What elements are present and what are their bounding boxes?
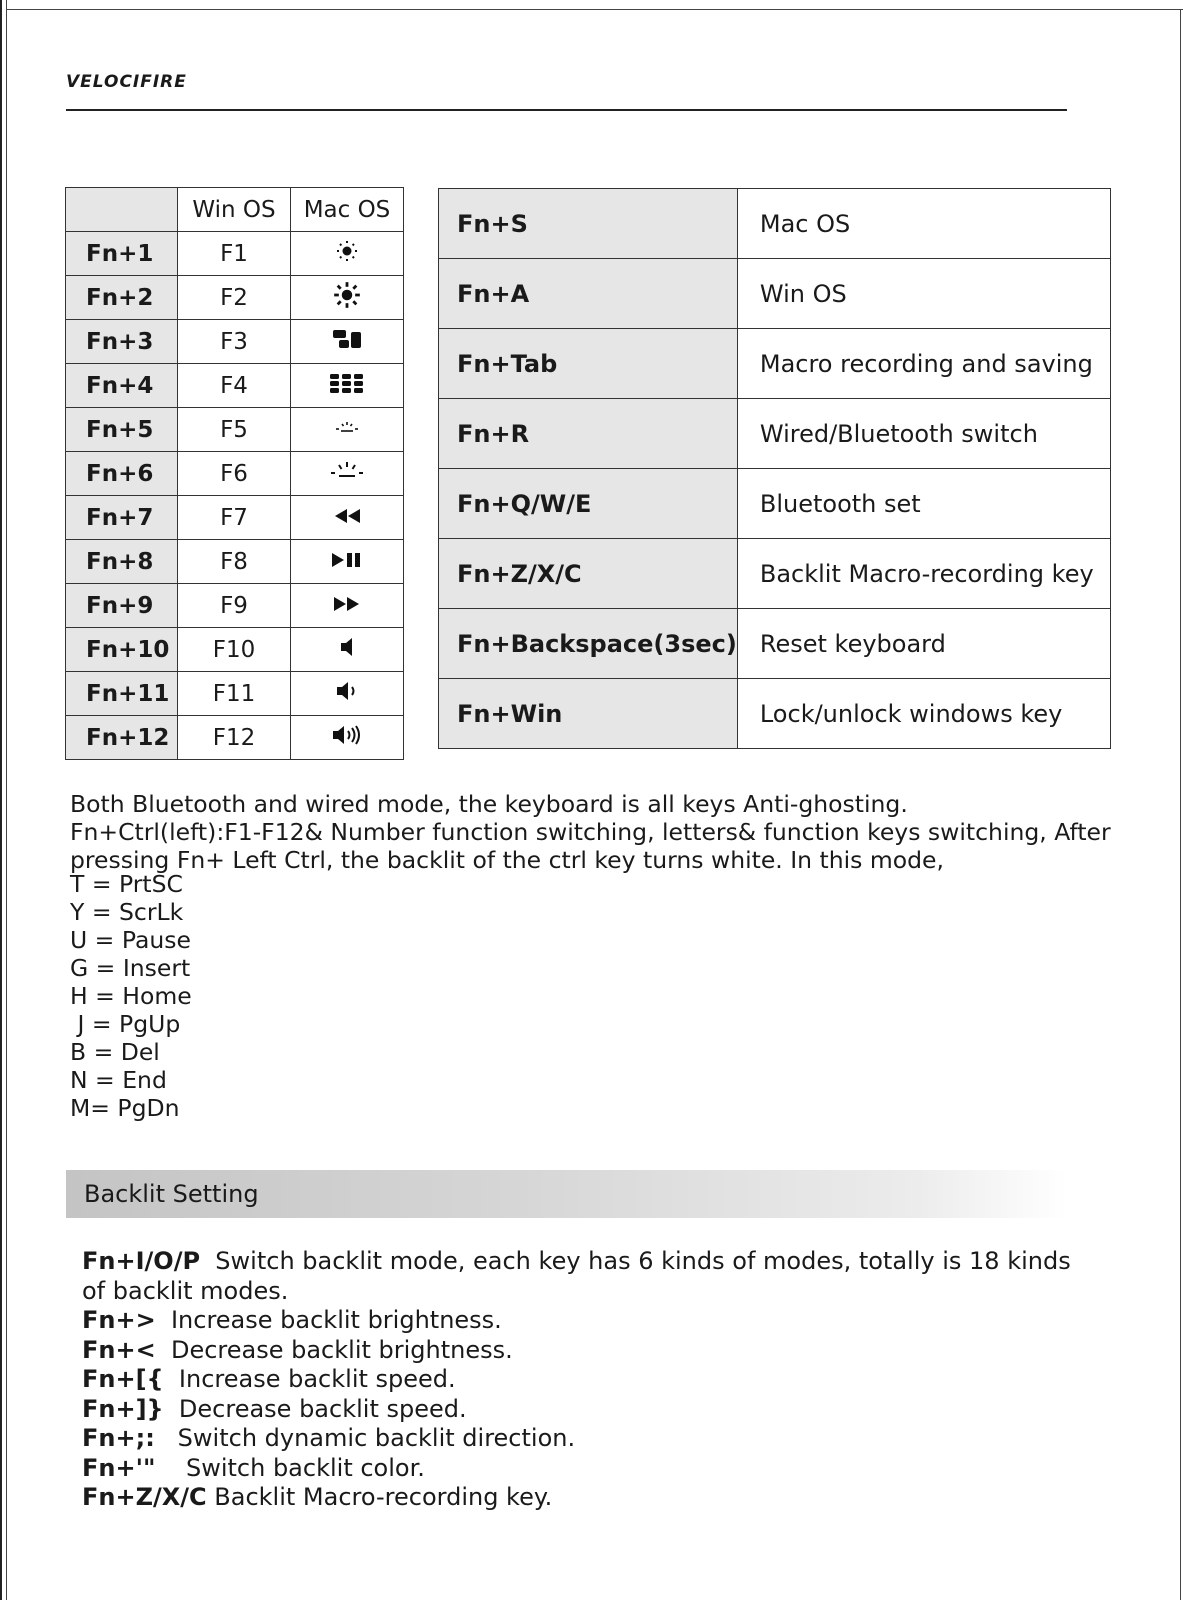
brightness-down-icon — [335, 239, 359, 269]
combo-desc-cell: Win OS — [737, 259, 1110, 329]
combo-desc-cell: Bluetooth set — [737, 469, 1110, 539]
key-map-item: U = Pause — [70, 926, 191, 954]
backlit-key: Fn+> — [82, 1306, 156, 1334]
previous-track-icon — [332, 505, 362, 531]
fn-table-row — [66, 672, 404, 716]
key-map-item: H = Home — [70, 982, 192, 1010]
key-map-list — [70, 870, 192, 1122]
fn-key-cell: Fn+3 — [66, 320, 178, 364]
page-border-left-inner — [6, 0, 7, 1600]
combo-desc-cell: Lock/unlock windows key — [737, 679, 1110, 749]
combo-key-cell: Fn+A — [439, 259, 738, 329]
fn-table-row — [66, 364, 404, 408]
intro-line-2: Fn+Ctrl(left):F1-F12& Number function switching, letters& function keys switching, After pressing Fn+ Left Ctrl, the backlit of the ctrl key turns white. In this mode, — [70, 818, 1111, 874]
fn-table-row — [66, 320, 404, 364]
combo-desc-cell: Reset keyboard — [737, 609, 1110, 679]
fn-key-table — [65, 187, 404, 760]
page-border-top — [6, 9, 1183, 10]
backlit-key: Fn+< — [82, 1335, 156, 1364]
fn-table-row — [66, 496, 404, 540]
backlit-item — [82, 1424, 1082, 1454]
fn-key-cell: Fn+4 — [66, 364, 178, 408]
fn-table-header-row — [66, 188, 404, 232]
fn-key-cell: Fn+5 — [66, 408, 178, 452]
combo-table-row — [439, 539, 1111, 609]
win-function-cell: F4 — [178, 364, 291, 408]
mac-function-cell — [291, 584, 404, 628]
fn-table-row — [66, 276, 404, 320]
backlit-key: Fn+'" — [82, 1453, 156, 1482]
combo-key-table — [438, 188, 1111, 749]
backlit-desc: Increase backlit brightness. — [155, 1306, 502, 1334]
fn-key-cell: Fn+1 — [66, 232, 178, 276]
mac-function-cell — [291, 452, 404, 496]
keyboard-backlight-down-icon — [333, 417, 361, 443]
combo-table-row — [439, 609, 1111, 679]
win-function-cell: F7 — [178, 496, 291, 540]
mac-function-cell — [291, 672, 404, 716]
backlit-item — [82, 1247, 1082, 1306]
combo-desc-cell: Macro recording and saving — [737, 329, 1110, 399]
mac-function-cell — [291, 716, 404, 760]
mac-function-cell — [291, 232, 404, 276]
backlit-desc: Switch backlit mode, each key has 6 kinds of modes, totally is 18 kinds of backlit modes. — [82, 1247, 1079, 1305]
fn-table-row — [66, 232, 404, 276]
mac-function-cell — [291, 496, 404, 540]
key-map-item: B = Del — [70, 1038, 160, 1066]
page-border-left — [0, 0, 2, 1600]
next-track-icon — [332, 593, 362, 619]
fn-key-cell: Fn+10 — [66, 628, 178, 672]
launchpad-icon — [329, 372, 365, 400]
win-function-cell: F10 — [178, 628, 291, 672]
backlit-item — [82, 1454, 1082, 1484]
win-function-cell: F9 — [178, 584, 291, 628]
win-function-cell: F1 — [178, 232, 291, 276]
combo-table-row — [439, 189, 1111, 259]
combo-table-row — [439, 679, 1111, 749]
backlit-key: Fn+;: — [82, 1424, 155, 1452]
combo-desc-cell: Wired/Bluetooth switch — [737, 399, 1110, 469]
volume-up-icon — [330, 724, 364, 752]
backlit-item — [82, 1483, 1082, 1513]
volume-down-icon — [334, 680, 360, 708]
combo-key-cell: Fn+Z/X/C — [439, 539, 738, 609]
fn-table-row — [66, 540, 404, 584]
combo-key-cell: Fn+Backspace(3sec) — [439, 609, 738, 679]
win-function-cell: F3 — [178, 320, 291, 364]
win-function-cell: F11 — [178, 672, 291, 716]
combo-table-row — [439, 469, 1111, 539]
fn-table-row — [66, 584, 404, 628]
mac-function-cell — [291, 276, 404, 320]
fn-table-row — [66, 716, 404, 760]
section-title: Backlit Setting — [84, 1180, 259, 1208]
fn-key-cell: Fn+6 — [66, 452, 178, 496]
fn-key-cell: Fn+2 — [66, 276, 178, 320]
backlit-desc: Increase backlit speed. — [163, 1365, 456, 1393]
logo-text: VELOCIFIRE — [66, 72, 187, 92]
backlit-desc: Switch backlit color. — [155, 1453, 425, 1482]
fn-key-cell: Fn+9 — [66, 584, 178, 628]
win-function-cell: F8 — [178, 540, 291, 584]
combo-key-cell: Fn+Win — [439, 679, 738, 749]
backlit-key: Fn+]} — [82, 1394, 164, 1423]
backlit-desc: Switch dynamic backlit direction. — [154, 1424, 576, 1452]
win-function-cell: F6 — [178, 452, 291, 496]
fn-key-cell: Fn+11 — [66, 672, 178, 716]
mac-function-cell — [291, 540, 404, 584]
fn-header-empty — [66, 188, 178, 232]
backlit-desc: Decrease backlit brightness. — [155, 1335, 513, 1364]
mac-function-cell — [291, 628, 404, 672]
combo-key-cell: Fn+R — [439, 399, 738, 469]
key-map-item: T = PrtSC — [70, 870, 183, 898]
key-map-item: N = End — [70, 1066, 167, 1094]
mac-function-cell — [291, 320, 404, 364]
key-map-item: G = Insert — [70, 954, 191, 982]
backlit-desc: Decrease backlit speed. — [163, 1394, 467, 1423]
fn-table-row — [66, 628, 404, 672]
combo-table-row — [439, 259, 1111, 329]
backlit-key: Fn+Z/X/C — [82, 1483, 207, 1511]
backlit-desc: Backlit Macro-recording key. — [206, 1483, 553, 1511]
backlit-item — [82, 1306, 1082, 1336]
key-map-item: J = PgUp — [70, 1010, 181, 1038]
mac-function-cell — [291, 364, 404, 408]
combo-key-cell: Fn+Q/W/E — [439, 469, 738, 539]
intro-line-1: Both Bluetooth and wired mode, the keyboard is all keys Anti-ghosting. — [70, 790, 908, 818]
backlit-section-header — [66, 1170, 1067, 1218]
key-map-item: Y = ScrLk — [70, 898, 184, 926]
combo-key-cell: Fn+S — [439, 189, 738, 259]
win-function-cell: F5 — [178, 408, 291, 452]
brand-logo — [66, 72, 187, 92]
mac-function-cell — [291, 408, 404, 452]
combo-table-row — [439, 329, 1111, 399]
key-map-item: M= PgDn — [70, 1094, 180, 1122]
backlit-key: Fn+[{ — [82, 1365, 164, 1393]
fn-key-cell: Fn+8 — [66, 540, 178, 584]
combo-desc-cell: Backlit Macro-recording key — [737, 539, 1110, 609]
mute-icon — [338, 636, 356, 664]
backlit-item — [82, 1365, 1082, 1395]
fn-table-row — [66, 408, 404, 452]
win-function-cell: F12 — [178, 716, 291, 760]
page-border-right — [1180, 9, 1181, 1600]
header-divider — [66, 109, 1067, 111]
keyboard-backlight-up-icon — [329, 460, 365, 488]
win-function-cell: F2 — [178, 276, 291, 320]
brightness-up-icon — [333, 281, 361, 315]
fn-header-win: Win OS — [178, 188, 291, 232]
combo-key-cell: Fn+Tab — [439, 329, 738, 399]
fn-key-cell: Fn+12 — [66, 716, 178, 760]
combo-desc-cell: Mac OS — [737, 189, 1110, 259]
play-pause-icon — [330, 549, 364, 575]
mission-control-icon — [331, 328, 363, 356]
backlit-key: Fn+I/O/P — [82, 1247, 201, 1275]
fn-key-cell: Fn+7 — [66, 496, 178, 540]
fn-header-mac: Mac OS — [291, 188, 404, 232]
backlit-item — [82, 1395, 1082, 1425]
combo-table-row — [439, 399, 1111, 469]
backlit-instructions — [82, 1247, 1082, 1513]
intro-paragraph — [70, 790, 1140, 874]
backlit-item — [82, 1336, 1082, 1366]
fn-table-row — [66, 452, 404, 496]
